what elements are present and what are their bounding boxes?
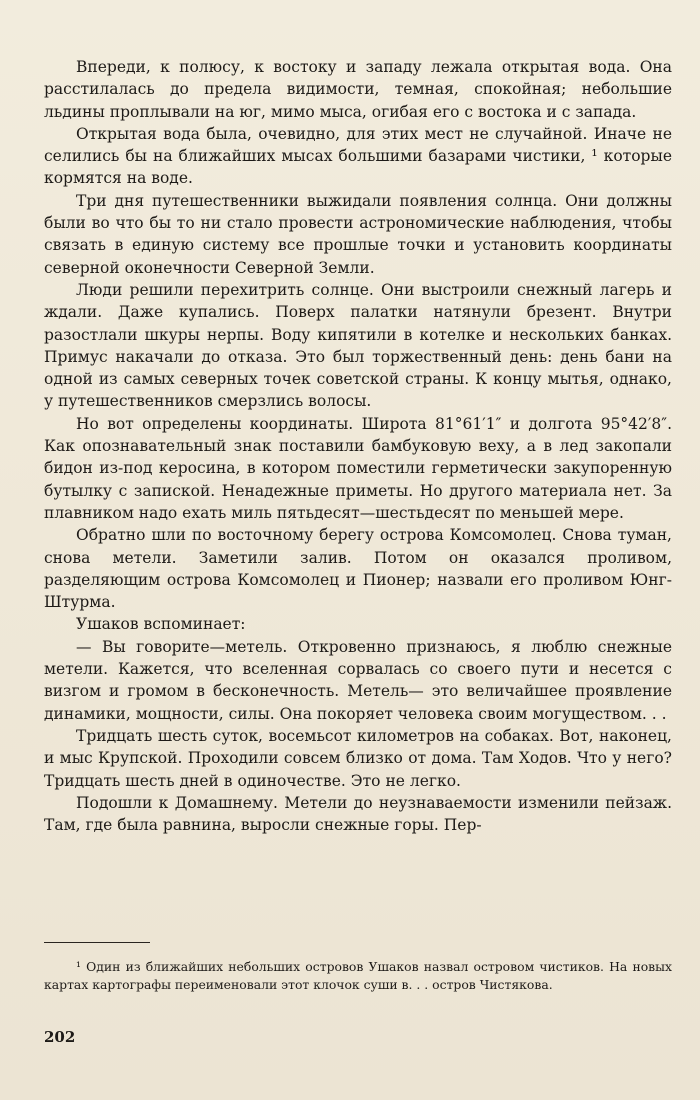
footnote-text: ¹ Один из ближайших небольших островов Ушаков назвал островом чистиков. На новых картах картографы переименовали этот клочок суши в. . . остров Чистякова. xyxy=(44,959,672,992)
page-number: 202 xyxy=(44,1028,76,1046)
paragraph: Открытая вода была, очевидно, для этих мест не случайной. Иначе не селились бы на ближайших мысах большими базарами чистики, ¹ которые кормятся на воде. xyxy=(44,124,672,188)
main-text xyxy=(44,56,672,836)
paragraph: Люди решили перехитрить солнце. Они выстроили снежный лагерь и ждали. Даже купались. Поверх палатки натянули брезент. Внутри разостлали шкуры нерпы. Воду кипятили в котелке и нескольких банках. Примус накачали до отказа. Это был торжественный день: день бани на одной из самых северных точек советской страны. К концу мытья, однако, у путешественников смерзлись волосы. xyxy=(44,280,672,411)
footnote-divider xyxy=(44,942,150,943)
footnote xyxy=(44,958,672,994)
paragraph: Подошли к Домашнему. Метели до неузнаваемости изменили пейзаж. Там, где была равнина, выросли снежные горы. Пер- xyxy=(44,793,672,835)
paragraph: Обратно шли по восточному берегу острова Комсомолец. Снова туман, снова метели. Заметили залив. Потом он оказался проливом, разделяющим острова Комсомолец и Пионер; назвали его проливом Юнг-Штурма. xyxy=(44,526,672,612)
paragraph: Ушаков вспоминает: xyxy=(76,615,246,634)
paragraph: — Вы говорите—метель. Откровенно признаюсь, я люблю снежные метели. Кажется, что вселенная сорвалась со своего пути и несется с визгом и громом в бесконечность. Метель— это величайшее проявление динамики, мощности, силы. Она покоряет человека своим могуществом. . . xyxy=(44,637,672,723)
paragraph: Тридцать шесть суток, восемьсот километров на собаках. Вот, наконец, и мыс Крупской. Проходили совсем близко от дома. Там Ходов. Что у него? Тридцать шесть дней в одиночестве. Это не легко. xyxy=(44,726,672,790)
paragraph: Но вот определены координаты. Широта 81°61′1″ и долгота 95°42′8″. Как опознавательный знак поставили бамбуковую веху, а в лед закопали бидон из-под керосина, в котором поместили герметически закупоренную бутылку с запиской. Ненадежные приметы. Но другого материала нет. За плавником надо ехать миль пятьдесят—шестьдесят по меньшей мере. xyxy=(44,414,672,522)
paragraph: Впереди, к полюсу, к востоку и западу лежала открытая вода. Она расстилалась до предела видимости, темная, спокойная; небольшие льдины проплывали на юг, мимо мыса, огибая его с востока и с запада. xyxy=(44,58,672,121)
paragraph: Три дня путешественники выжидали появления солнца. Они должны были во что бы то ни стало провести астрономические наблюдения, чтобы связать в единую систему все прошлые точки и установить координаты северной оконечности Северной Земли. xyxy=(44,191,672,277)
